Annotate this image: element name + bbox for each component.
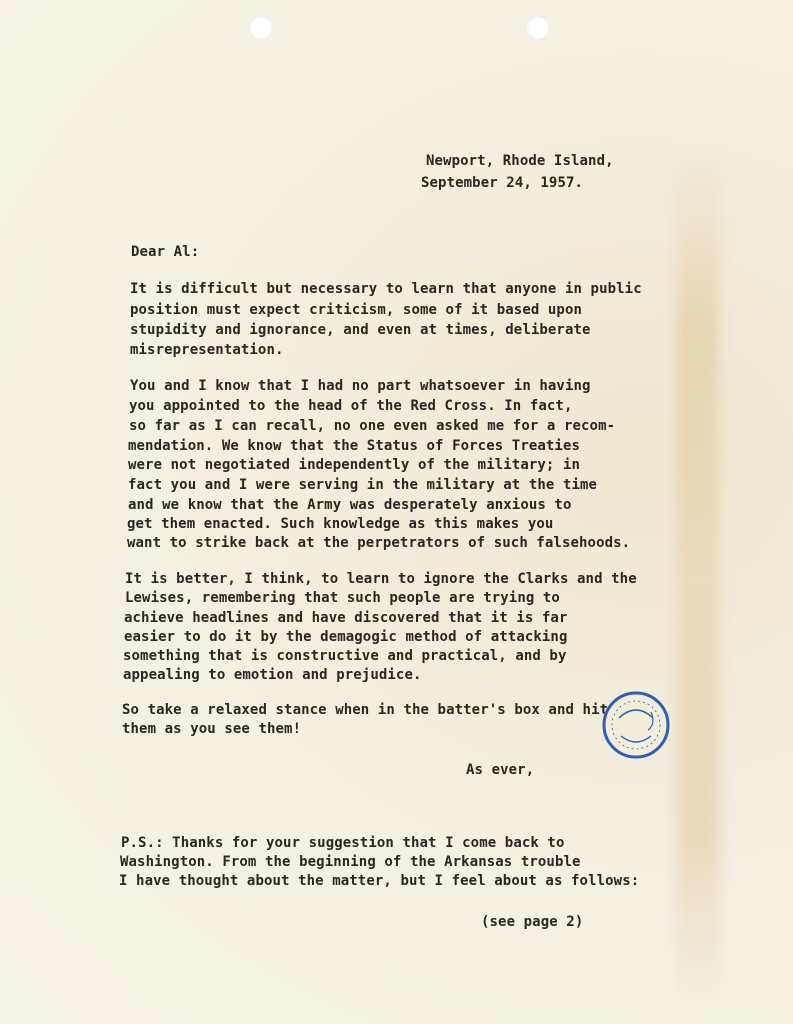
paragraph-3-line: It is better, I think, to learn to ignore the Clarks and the [125, 571, 637, 587]
paragraph-1-line: misrepresentation. [130, 342, 284, 358]
paragraph-4-line: them as you see them! [122, 721, 302, 737]
paragraph-2-line: mendation. We know that the Status of Forces Treaties [128, 438, 581, 454]
paragraph-2-line: get them enacted. Such knowledge as this makes you [127, 516, 554, 532]
paragraph-1-line: position must expect criticism, some of it based upon [130, 302, 583, 318]
punch-hole-right [526, 16, 550, 40]
paragraph-2-line: fact you and I were serving in the military at the time [128, 477, 598, 493]
closing: As ever, [466, 762, 535, 778]
paragraph-1-line: It is difficult but necessary to learn that anyone in public [130, 281, 642, 297]
paragraph-3-line: Lewises, remembering that such people are trying to [125, 590, 560, 606]
letter-place: Newport, Rhode Island, [426, 153, 614, 169]
salutation: Dear Al: [131, 244, 200, 260]
postscript-line: Washington. From the beginning of the Arkansas trouble [120, 854, 581, 870]
paragraph-3-line: easier to do it by the demagogic method of attacking [124, 629, 568, 645]
paragraph-2-line: You and I know that I had no part whatsoever in having [130, 378, 591, 394]
punch-hole-left [249, 16, 273, 40]
postscript-line: P.S.: Thanks for your suggestion that I come back to [121, 835, 565, 851]
paragraph-2-line: want to strike back at the perpetrators of such falsehoods. [127, 535, 631, 551]
paper-stain [676, 150, 720, 1010]
postscript-line: I have thought about the matter, but I feel about as follows: [119, 873, 640, 889]
paragraph-3-line: achieve headlines and have discovered that it is far [124, 610, 568, 626]
paragraph-3-line: something that is constructive and practical, and by [123, 648, 567, 664]
paragraph-2-line: so far as I can recall, no one even asked me for a recom- [129, 418, 616, 434]
paragraph-3-line: appealing to emotion and prejudice. [123, 667, 422, 683]
continuation-note: (see page 2) [481, 914, 584, 930]
library-stamp-icon [601, 690, 671, 760]
paragraph-1-line: stupidity and ignorance, and even at times, deliberate [130, 322, 591, 338]
letter-date: September 24, 1957. [421, 175, 584, 191]
paragraph-2-line: were not negotiated independently of the military; in [128, 457, 581, 473]
paragraph-2-line: and we know that the Army was desperately anxious to [128, 497, 572, 513]
paragraph-4-line: So take a relaxed stance when in the batter's box and hit [122, 702, 609, 718]
paragraph-2-line: you appointed to the head of the Red Cross. In fact, [129, 398, 573, 414]
